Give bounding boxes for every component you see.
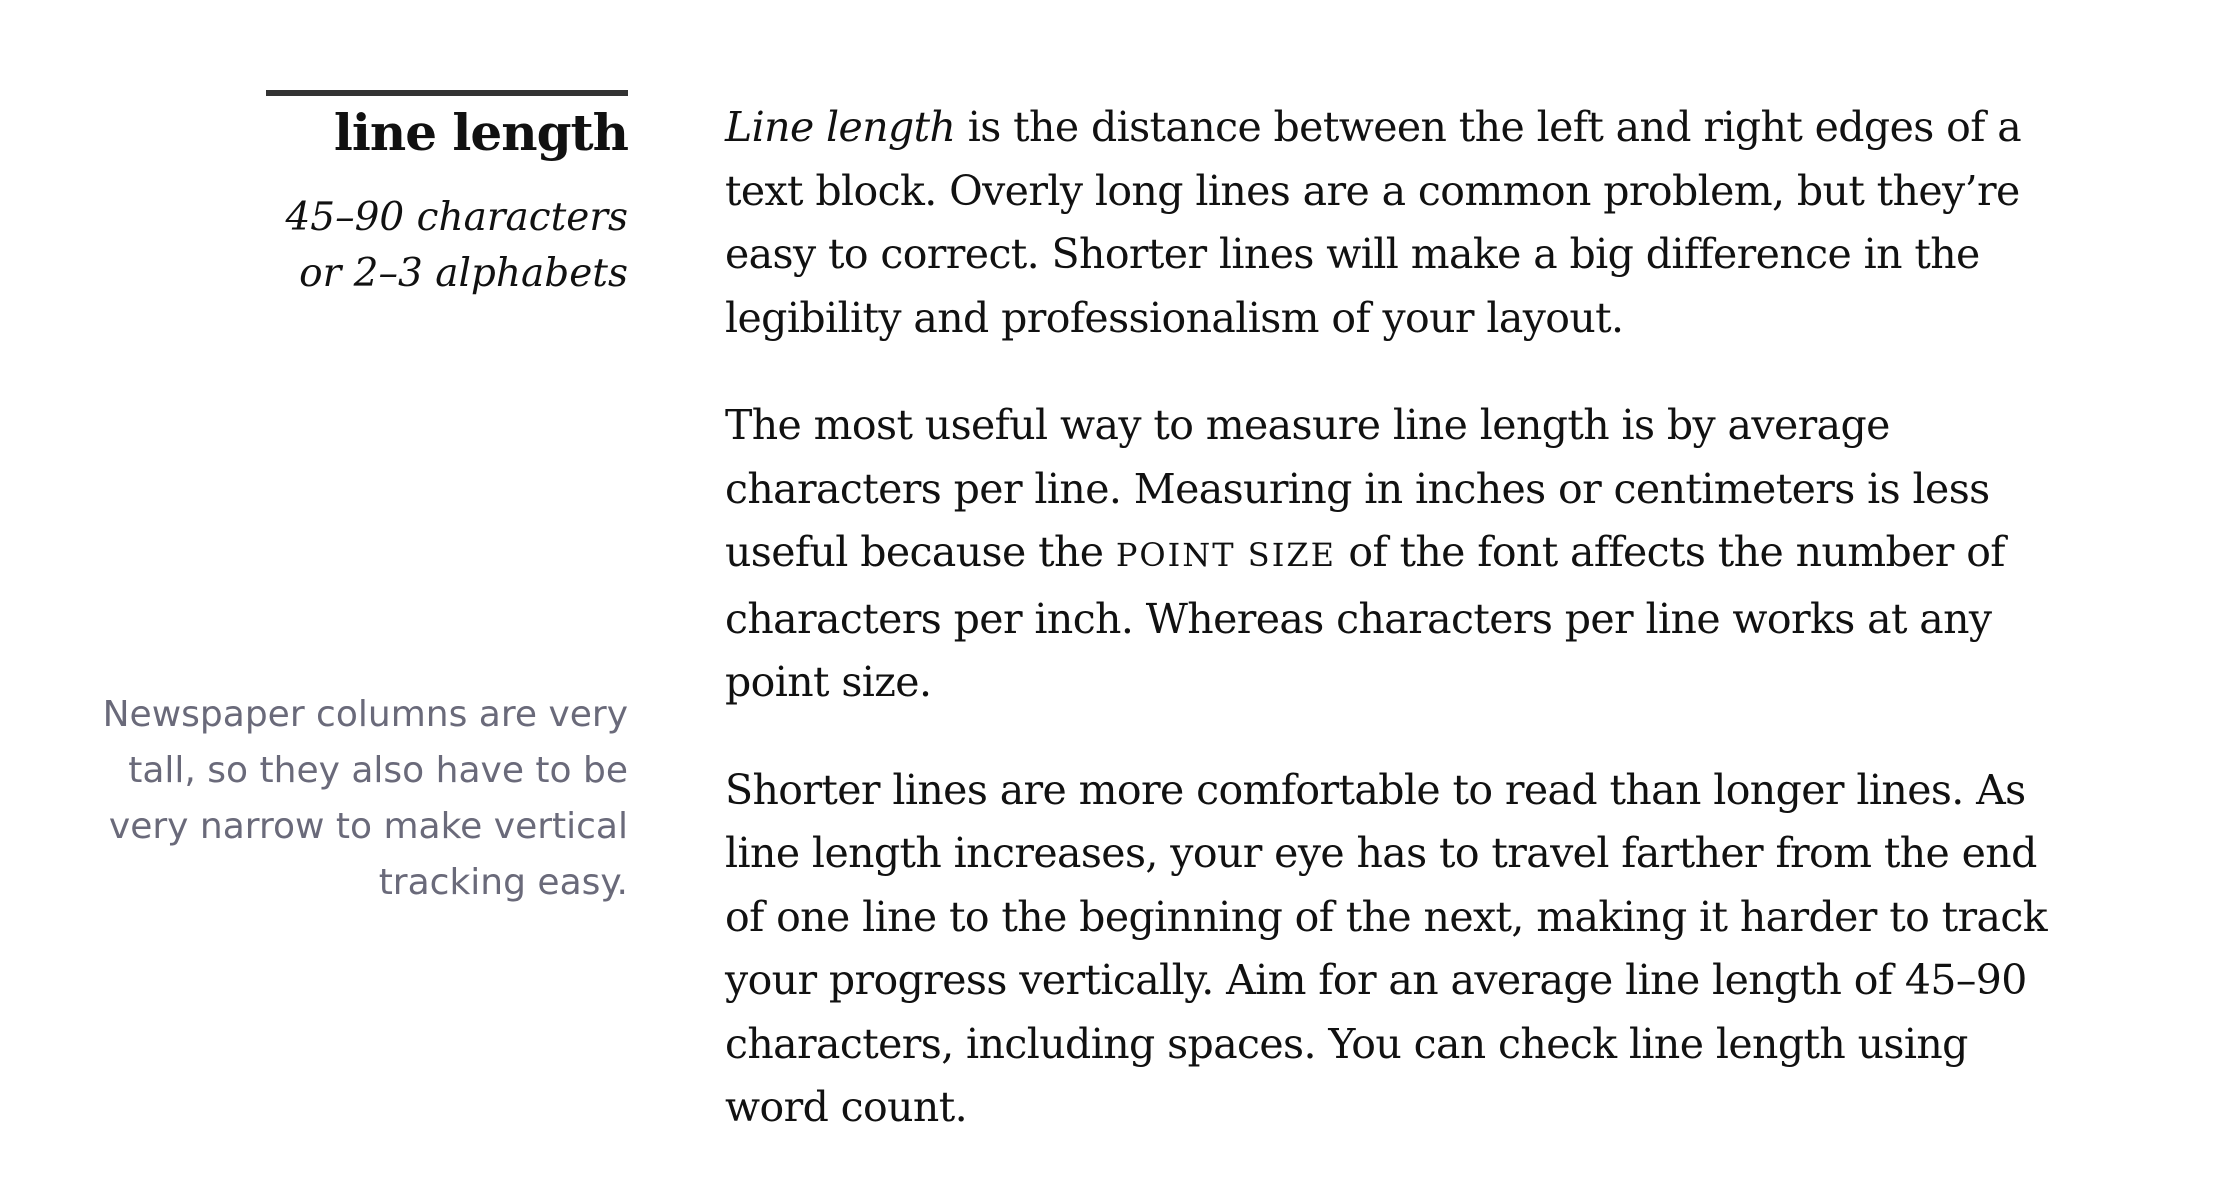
sidebar-heading-block (80, 90, 628, 302)
paragraph-1 (725, 96, 2065, 350)
heading-rule (266, 90, 628, 96)
point-size-smallcaps: POINT SIZE (1115, 536, 1336, 574)
section-subhead (80, 190, 628, 302)
paragraph-2-before: The most useful way to measure line length is by average characters per line. Measuring in inches or centimeters is less useful because the (725, 401, 1990, 576)
term-line-length: Line length (725, 103, 956, 151)
paragraph-3: Shorter lines are more comfortable to read than longer lines. As line length increases, your eye has to travel farther from the end of one line to the beginning of the next, making it harder to track your progress vertically. Aim for an average line length of 45–90 characters, including spaces. You can check line length using word count. (725, 765, 2047, 1131)
subhead-line-2: or 2–3 alphabets (299, 251, 628, 296)
body-text (725, 96, 2065, 1184)
paragraph-2-after: of the font affects the number of characters per inch. Whereas characters per line works at any point size. (725, 528, 2005, 706)
paragraph-2 (725, 394, 2065, 715)
subhead-line-1: 45–90 characters (285, 195, 628, 240)
sidebar-note: Newspaper columns are very tall, so they also have to be very narrow to make vertical tracking easy. (102, 694, 628, 903)
paragraph-1-text: is the distance between the left and right edges of a text block. Overly long lines are a common problem, but they’re easy to correct. Shorter lines will make a big difference in the legibility and professionalism of your layout. (725, 103, 2022, 342)
section-heading: line length (333, 103, 628, 162)
